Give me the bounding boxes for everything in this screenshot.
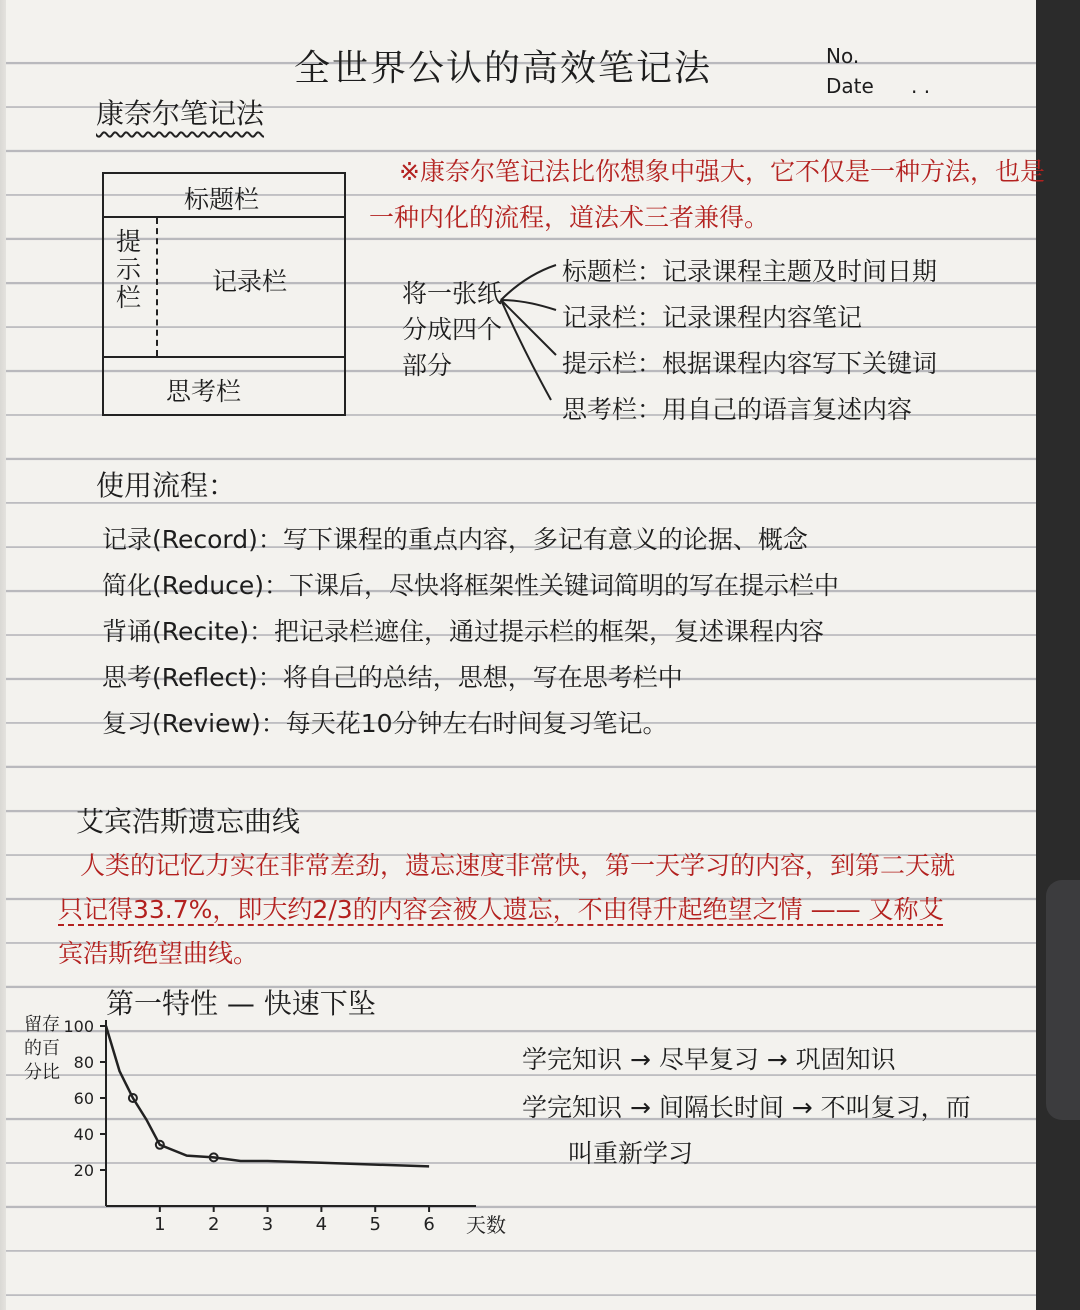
y-tick-label-60: 60 [73, 1089, 94, 1108]
section-desc-title: 标题栏：记录课程主题及时间日期 [562, 257, 938, 286]
flow-long-interval: 学完知识 → 间隔长时间 → 不叫复习，而 [522, 1093, 971, 1122]
y-axis-label: 留存 [24, 1014, 60, 1035]
flow-review-early: 学完知识 → 尽早复习 → 巩固知识 [522, 1045, 896, 1074]
usage-heading: 使用流程： [96, 469, 237, 502]
usage-step-recite: 背诵(Recite)：把记录栏遮住，通过提示栏的框架，复述课程内容 [102, 617, 825, 646]
y-tick-label-20: 20 [73, 1161, 94, 1180]
y-tick-label-100: 100 [63, 1017, 94, 1036]
finger-shadow [1046, 880, 1080, 1120]
page-title: 全世界公认的高效笔记法 [294, 48, 713, 89]
x-tick-label-2: 2 [207, 1214, 220, 1235]
diagram-cue-divider [156, 218, 158, 356]
usage-step-reflect: 思考(Reflect)：将自己的总结，思想，写在思考栏中 [102, 663, 683, 692]
y-axis-label-2: 的百 [24, 1038, 60, 1059]
y-tick-label-80: 80 [73, 1053, 94, 1072]
ebbinghaus-text-1: 人类的记忆力实在非常差劲，遗忘速度非常快，第一天学习的内容，到第二天就 [80, 851, 956, 880]
cornell-intro-line-1: ※康奈尔笔记法比你想象中强大，它不仅是一种方法，也是 [399, 157, 1045, 186]
date-label: Date [826, 74, 874, 98]
diagram-title-divider [102, 216, 344, 218]
x-tick-label-5: 5 [369, 1214, 381, 1235]
diagram-summary-area: 思考栏 [166, 377, 242, 406]
ebbinghaus-heading: 艾宾浩斯遗忘曲线 [76, 805, 301, 838]
y-tick-label-40: 40 [73, 1125, 94, 1144]
notebook-page [6, 0, 1045, 1310]
forgetting-curve-chart [20, 1014, 506, 1246]
section-desc-notes: 记录栏：记录课程内容笔记 [562, 303, 863, 332]
section-desc-cue: 提示栏：根据课程内容写下关键词 [562, 349, 938, 378]
usage-step-review: 复习(Review)：每天花10分钟左右时间复习笔记。 [102, 709, 668, 738]
branch-lines [496, 255, 566, 415]
x-tick-label-4: 4 [315, 1214, 328, 1235]
x-tick-label-3: 3 [261, 1214, 274, 1235]
diagram-cue-area: 提示栏 [116, 227, 142, 312]
flow-relearn: 叫重新学习 [568, 1139, 694, 1168]
first-feature-heading: 第一特性 — 快速下坠 [106, 987, 376, 1020]
date-dots: . . [911, 74, 931, 98]
cornell-intro-line-2: 一种内化的流程，道法术三者兼得。 [369, 203, 770, 232]
ebbinghaus-text-2: 只记得33.7%，即大约2/3的内容会被人遗忘，不由得升起绝望之情 —— 又称艾 [58, 895, 944, 924]
x-tick-label-6: 6 [423, 1214, 435, 1235]
usage-step-reduce: 简化(Reduce)：下课后，尽快将框架性关键词简明的写在提示栏中 [102, 571, 839, 600]
y-axis-label-3: 分比 [24, 1062, 60, 1083]
section-desc-summary: 思考栏：用自己的语言复述内容 [562, 395, 913, 424]
section-cornell-title: 康奈尔笔记法 [96, 97, 265, 130]
usage-step-record: 记录(Record)：写下课程的重点内容，多记有意义的论据、概念 [102, 525, 808, 554]
diagram-notes-area: 记录栏 [212, 267, 288, 296]
x-tick-label-1: 1 [154, 1214, 166, 1235]
diagram-title-area: 标题栏 [184, 185, 260, 214]
diagram-summary-divider [102, 356, 344, 358]
no-label: No. [826, 44, 860, 68]
forgetting-curve-line [106, 1026, 429, 1166]
x-axis-label: 天数 [466, 1213, 506, 1237]
division-label: 将一张纸分成四个部分 [402, 279, 503, 380]
ebbinghaus-text-3: 宾浩斯绝望曲线。 [58, 939, 259, 968]
